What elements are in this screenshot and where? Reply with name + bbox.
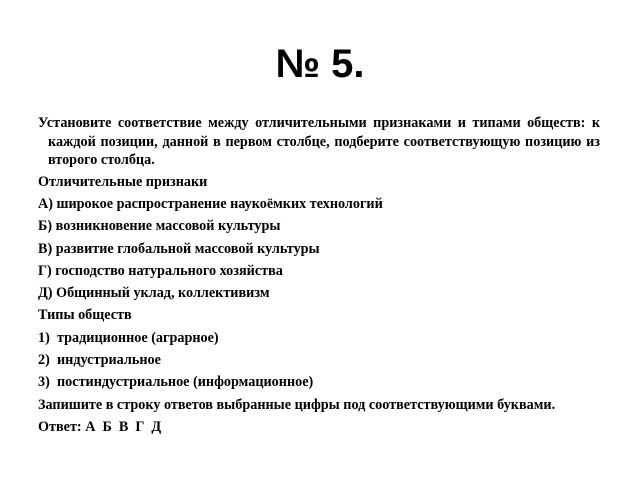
feature-item-d: Д) Общинный уклад, коллективизм	[38, 285, 270, 302]
answer-row	[38, 418, 600, 437]
type-item-2	[38, 351, 600, 370]
slide-title: № 5.	[275, 42, 365, 86]
type-label: постиндустриальное (информационное)	[57, 374, 314, 391]
type-label: индустриальное	[57, 352, 161, 369]
type-number: 2)	[38, 352, 50, 369]
features-header: Отличительные признаки	[38, 173, 208, 190]
type-item-1	[38, 329, 600, 348]
answer-letter-g: Г	[135, 418, 145, 435]
type-item-3	[38, 373, 600, 392]
feature-item-a: А) широкое распространение наукоёмких технологий	[38, 196, 383, 213]
answer-label: Ответ:	[38, 418, 82, 435]
types-header: Типы обществ	[38, 307, 132, 324]
type-number: 1)	[38, 329, 50, 346]
type-label: традиционное (аграрное)	[57, 329, 219, 346]
feature-item-b: Б) возникновение массовой культуры	[38, 218, 281, 235]
feature-item-v: В) развитие глобальной массовой культуры	[38, 240, 320, 257]
type-number: 3)	[38, 374, 50, 391]
answer-letter-a: А	[85, 418, 96, 435]
task-content	[38, 114, 600, 440]
instruction-text: Запишите в строку ответов выбранные цифры под соответствующими буквами.	[38, 396, 556, 413]
answer-letter-b: Б	[102, 418, 112, 435]
answer-letter-v: В	[118, 418, 129, 435]
feature-item-g: Г) господство натурального хозяйства	[38, 262, 283, 279]
task-text: Установите соответствие между отличительными признаками и типами обществ: к каждой позиции, данной в первом столбце, подберите соответствующую позицию из второго столбца.	[38, 115, 600, 169]
answer-letter-d: Д	[151, 418, 162, 435]
